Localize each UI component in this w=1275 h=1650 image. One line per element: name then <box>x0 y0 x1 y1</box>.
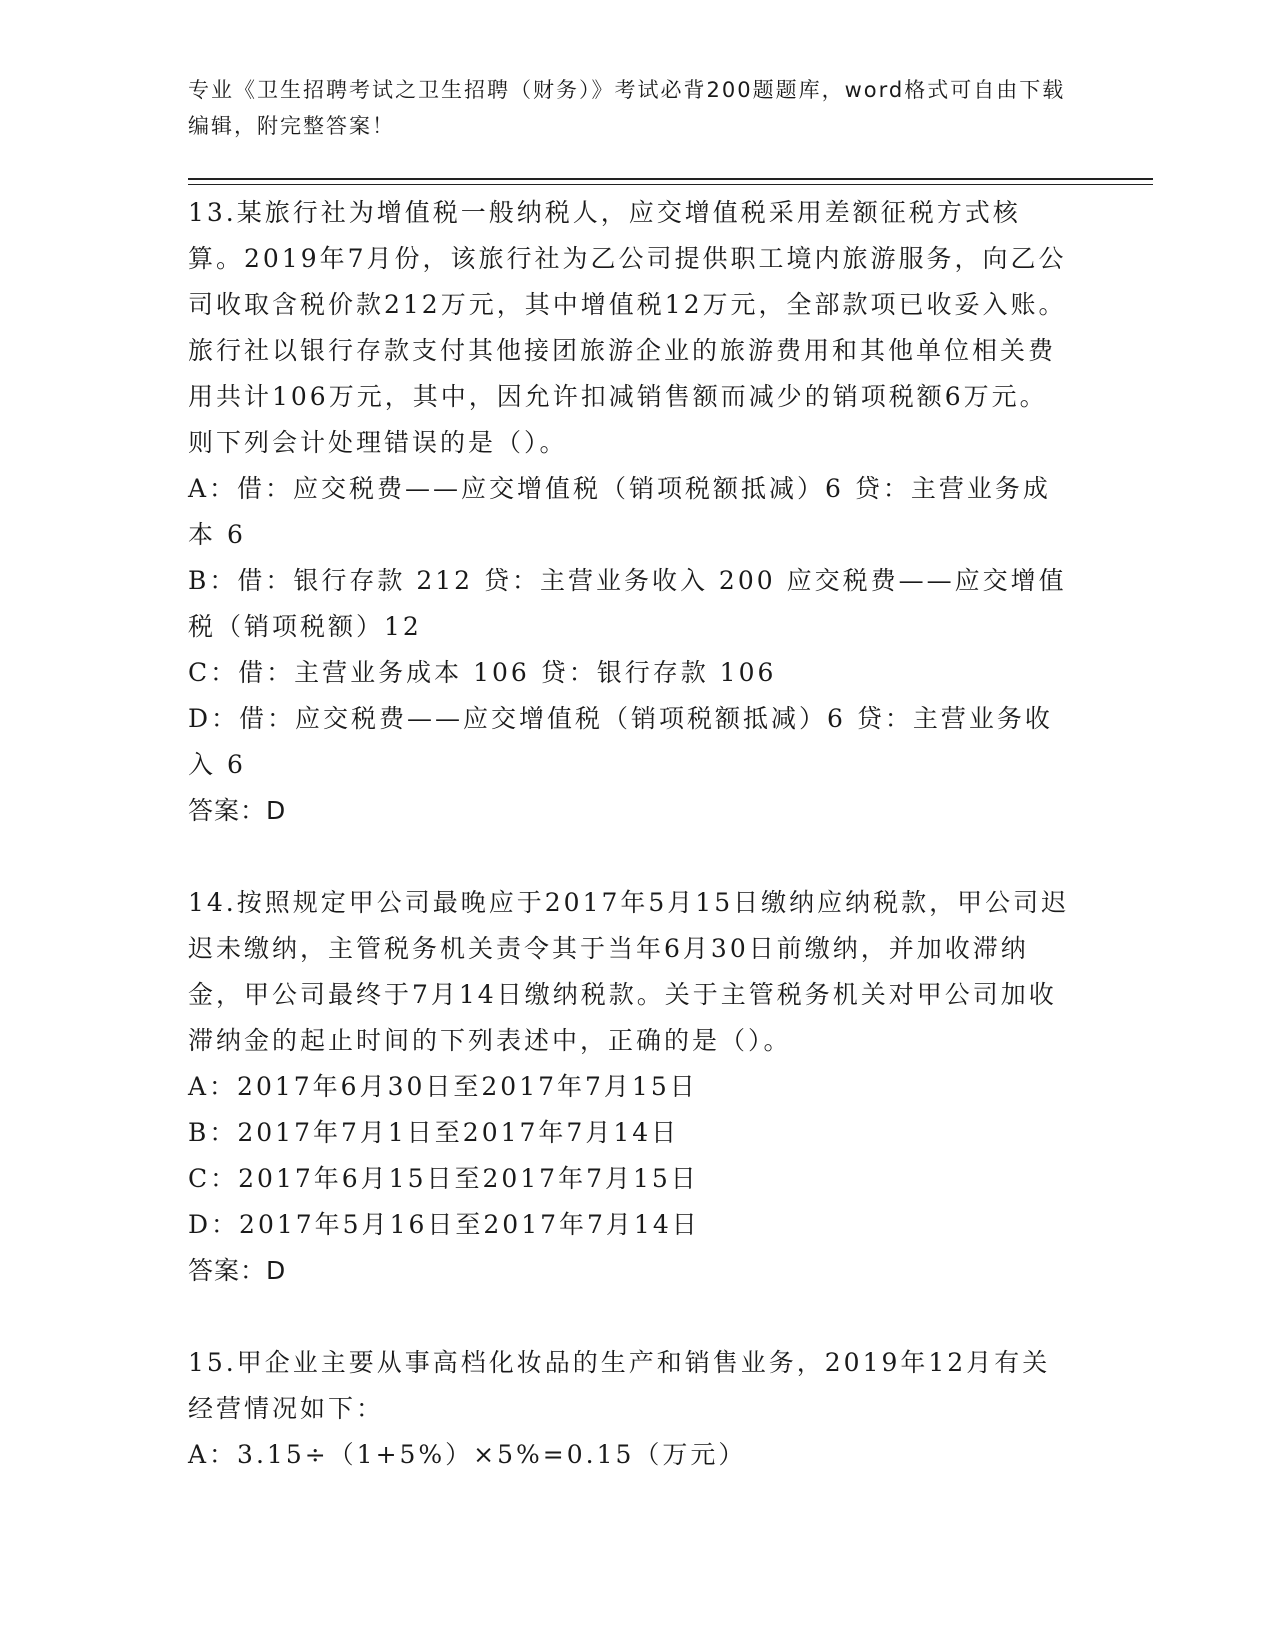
question-stem: 15.甲企业主要从事高档化妆品的生产和销售业务，2019年12月有关经营情况如下： <box>188 1348 1051 1423</box>
question-15 <box>188 1340 1073 1478</box>
question-list <box>188 190 1073 1478</box>
option-a: A：3.15÷（1+5%）×5%=0.15（万元） <box>188 1440 747 1469</box>
question-13 <box>188 190 1073 834</box>
option-a: A：借：应交税费——应交增值税（销项税额抵减）6 贷：主营业务成本 6 <box>188 474 1051 549</box>
header-divider-thick <box>188 178 1153 180</box>
option-c: C：2017年6月15日至2017年7月15日 <box>188 1164 699 1193</box>
option-c: C：借：主营业务成本 106 贷：银行存款 106 <box>188 658 777 687</box>
header-divider-thin <box>188 184 1153 185</box>
question-stem: 14.按照规定甲公司最晚应于2017年5月15日缴纳应纳税款，甲公司迟迟未缴纳，主管税务机关责令其于当年6月30日前缴纳，并加收滞纳金，甲公司最终于7月14日缴纳税款。关于主管税务机关对甲公司加收滞纳金的起止时间的下列表述中，正确的是（）。 <box>188 888 1070 1055</box>
question-14 <box>188 880 1073 1294</box>
document-header <box>188 72 1068 144</box>
option-b: B：借：银行存款 212 贷：主营业务收入 200 应交税费——应交增值税（销项税额）12 <box>188 566 1067 641</box>
question-stem: 13.某旅行社为增值税一般纳税人，应交增值税采用差额征税方式核算。2019年7月份，该旅行社为乙公司提供职工境内旅游服务，向乙公司收取含税价款212万元，其中增值税12万元，全部款项已收妥入账。旅行社以银行存款支付其他接团旅游企业的旅游费用和其他单位相关费用共计106万元，其中，因允许扣减销售额而减少的销项税额6万元。则下列会计处理错误的是（）。 <box>188 198 1067 457</box>
option-d: D：2017年5月16日至2017年7月14日 <box>188 1210 700 1239</box>
spacer <box>188 834 1073 880</box>
header-title: 专业《卫生招聘考试之卫生招聘（财务）》考试必背200题题库，word格式可自由下载编辑，附完整答案！ <box>188 78 1066 138</box>
spacer <box>188 1294 1073 1340</box>
option-a: A：2017年6月30日至2017年7月15日 <box>188 1072 698 1101</box>
answer: 答案：D <box>188 796 287 825</box>
option-d: D：借：应交税费——应交增值税（销项税额抵减）6 贷：主营业务收入 6 <box>188 704 1053 779</box>
option-b: B：2017年7月1日至2017年7月14日 <box>188 1118 680 1147</box>
answer: 答案：D <box>188 1256 287 1285</box>
